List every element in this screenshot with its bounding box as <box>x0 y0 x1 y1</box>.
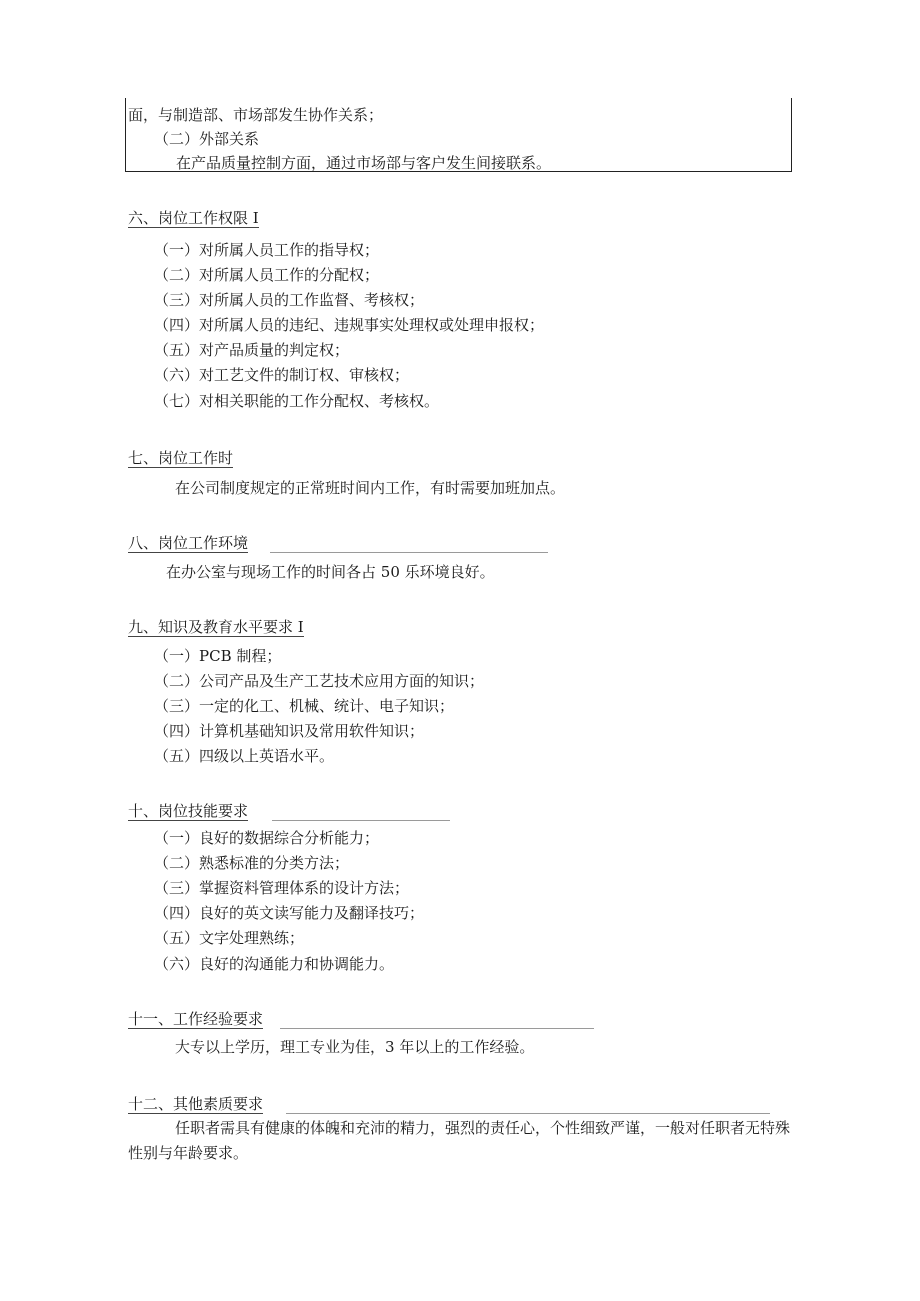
section-11-heading-text: 十一、工作经验要求 <box>128 1010 264 1028</box>
section-7-text: 在公司制度规定的正常班时间内工作，有时需要加班加点。 <box>175 479 566 497</box>
section-10-item-5: （五）文字处理熟练； <box>154 929 305 947</box>
section-9-item-1: （一）PCB 制程； <box>154 647 282 665</box>
section-12-fill-line <box>286 1113 770 1114</box>
section-6-item-2: （二）对所属人员工作的分配权； <box>154 266 380 284</box>
section-11-text: 大专以上学历，理工专业为佳，3 年以上的工作经验。 <box>175 1038 535 1056</box>
external-relations-label: （二）外部关系 <box>154 130 260 148</box>
section-6-item-6: （六）对工艺文件的制订权、审核权； <box>154 366 410 384</box>
section-10-item-6: （六）良好的沟通能力和协调能力。 <box>154 955 395 973</box>
section-10-heading <box>128 800 248 822</box>
section-10-item-2: （二）熟悉标准的分类方法； <box>154 854 350 872</box>
section-10-item-4: （四）良好的英文读写能力及翻译技巧； <box>154 904 425 922</box>
section-10-item-1: （一）良好的数据综合分析能力； <box>154 829 380 847</box>
section-10-item-3: （三）掌握资料管理体系的设计方法； <box>154 879 410 897</box>
section-6-item-5: （五）对产品质量的判定权； <box>154 341 350 359</box>
section-11-fill-line <box>280 1028 594 1029</box>
section-6-heading-text: 六、岗位工作权限 I <box>128 209 259 227</box>
section-8-heading-text: 八、岗位工作环境 <box>128 534 249 552</box>
section-12-text: 任职者需具有健康的体魄和充沛的精力，强烈的责任心，个性细致严谨，一般对任职者无特殊性别与年龄要求。 <box>128 1119 791 1162</box>
section-9-heading <box>128 616 304 638</box>
external-relations-text: 在产品质量控制方面，通过市场部与客户发生间接联系。 <box>176 154 552 172</box>
section-9-item-2: （二）公司产品及生产工艺技术应用方面的知识； <box>154 672 485 690</box>
section-7-heading-text: 七、岗位工作时 <box>128 449 234 467</box>
section-9-item-3: （三）一定的化工、机械、统计、电子知识； <box>154 697 455 715</box>
section-10-heading-text: 十、岗位技能要求 <box>128 802 249 820</box>
section-8-heading <box>128 532 248 554</box>
section-6-item-3: （三）对所属人员的工作监督、考核权； <box>154 291 425 309</box>
section-7-heading <box>128 447 233 469</box>
section-10-fill-line <box>272 820 450 821</box>
section-6-item-4: （四）对所属人员的违纪、违规事实处理权或处理申报权； <box>154 316 545 334</box>
internal-relations-tail: 面，与制造部、市场部发生协作关系； <box>128 106 384 124</box>
section-8-fill-line <box>270 552 548 553</box>
section-6-item-1: （一）对所属人员工作的指导权； <box>154 241 380 259</box>
section-9-item-4: （四）计算机基础知识及常用软件知识； <box>154 722 425 740</box>
section-12-heading <box>128 1093 263 1115</box>
section-12-heading-text: 十二、其他素质要求 <box>128 1095 264 1113</box>
section-9-item-5: （五）四级以上英语水平。 <box>154 747 335 765</box>
section-8-text: 在办公室与现场工作的时间各占 50 乐环境良好。 <box>166 563 495 581</box>
section-11-heading <box>128 1008 263 1030</box>
section-6-item-7: （七）对相关职能的工作分配权、考核权。 <box>154 392 440 410</box>
section-6-heading <box>128 207 259 229</box>
section-9-heading-text: 九、知识及教育水平要求 I <box>128 618 304 636</box>
relations-table-fragment <box>125 98 792 172</box>
